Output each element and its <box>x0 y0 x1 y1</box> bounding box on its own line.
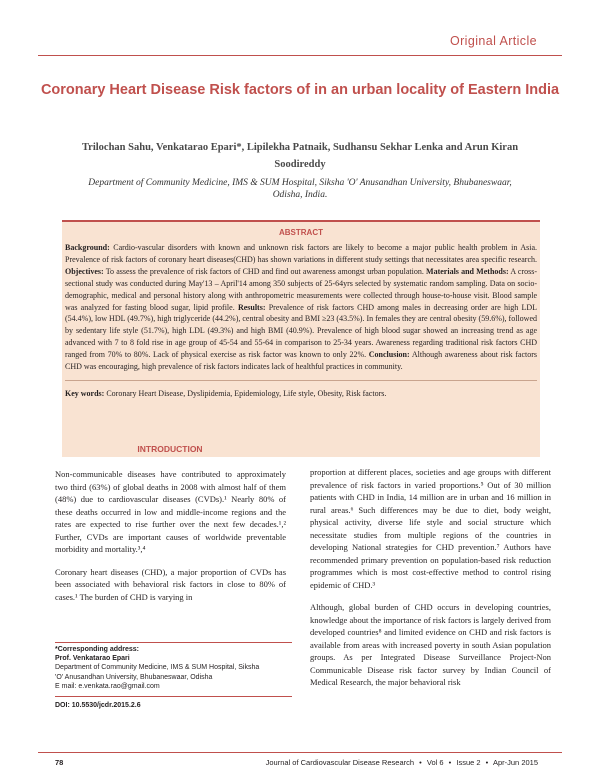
journal-name: Journal of Cardiovascular Disease Research <box>265 758 415 767</box>
abstract-heading: ABSTRACT <box>279 228 323 237</box>
conclusion-label: Conclusion: <box>368 350 410 360</box>
keywords-label: Key words: <box>65 388 105 398</box>
journal-volume: Vol 6 <box>426 758 444 767</box>
correspondence-address-line: 'O' Anusandhan University, Bhubaneswaar, Odisha <box>55 673 213 681</box>
results-text: Prevalence of risk factors CHD among males in decreasing order are high LDL (54.4%), low HDL (49.7%), high triglyceride (44.2%), central obesity and BMI ≥23 (43.5%). In females they are central obesity (59.6%), followed by sedentary life style (51.7%), high LDL (49.3%) and high BMI (40.9%). Prevalence of high blood sugar showed an increasing trend as age advanced with 7 to 8 fold rise in age group of 45-54 and 55-64 in comparison to 25-34 years. Awareness regarding traditional risk factors CHD ranged from 70% to 80%. Lack of physical exercise as risk factor was known to only 22%. <box>65 302 538 360</box>
journal-issue: Issue 2 <box>456 758 481 767</box>
keywords <box>65 388 537 400</box>
page-number: 78 <box>55 758 64 767</box>
introduction-heading: INTRODUCTION <box>137 444 203 454</box>
journal-date: Apr-Jun 2015 <box>492 758 538 767</box>
correspondence-email: E mail: e.venkata.rao@gmail.com <box>55 682 160 690</box>
abstract-box <box>62 220 540 457</box>
intro-paragraph: Coronary heart diseases (CHD), a major proportion of CVDs has been associated with behavioral risk factors in close to 80% of cases.¹ The burden of CHD is varying in <box>55 566 286 602</box>
intro-paragraph: Non-communicable diseases have contributed to approximately two third (63%) of global deaths in 2008 with almost half of them (48%) due to cardiovascular diseases (CVDs).¹ Nearly 80% of these deaths occurred in low and middle-income regions and the rates are expected to rise further over the next few decades.¹,² Further, CVDs are important causes of worldwide preventable morbidity and mortality.³,⁴ <box>55 469 286 554</box>
correspondence-name: Prof. Venkatarao Epari <box>55 655 130 663</box>
header-rule <box>38 55 562 56</box>
correspondence-heading: *Corresponding address: <box>55 646 140 653</box>
background-label: Background: <box>65 243 110 252</box>
keywords-text: Coronary Heart Disease, Dyslipidemia, Epidemiology, Life style, Obesity, Risk factors. <box>106 388 387 398</box>
doi-label: DOI: 10.5530/jcdr.2015.2.6 <box>55 696 292 710</box>
methods-text: A cross-sectional study was conducted during May'13 – April'14 among 350 subjects of 25-64yrs selected by systematic random sampling. Data on socio-demographic, medical and personal history along with anthropometric measurements were collected through house-to-house visit. Blood sample was analyzed for fasting blood sugar, lipid profile. <box>65 266 538 312</box>
intro-paragraph: Although, global burden of CHD occurs in developing countries, knowledge about the importance of risk factors is largely derived from developed countries⁸ and limited evidence on CHD and risk factors is available from areas with increased poverty in south Asian population groups. As per Integrated Disease Surveillance Project-Non Communicable Disease risk factor survey by Indian Council of Medical Research, the major behavioral risk <box>310 602 551 687</box>
right-column <box>310 466 551 699</box>
article-type-label: Original Article <box>450 34 537 48</box>
paper-title: Coronary Heart Disease Risk factors of in an urban locality of Eastern India <box>40 82 560 98</box>
objectives-label: Objectives: <box>65 266 104 276</box>
left-column <box>55 468 286 613</box>
intro-paragraph: proportion at different places, societies and age groups with different prevalence of risk factors in varied proportions.⁵ Out of 30 million patients with CHD in India, 14 million are in urban and 16 million in rural areas.⁶ Such differences may be due to diet, body weight, physical activity, diverse life style and social structure which necessitate studies from multiple regions of the countries in developing National strategies for CHD prevention.⁷ Authors have recommended primary prevention on population-based risk reduction programmes which is most cost-effective method to control rising epidemic of CHD.³ <box>310 467 551 590</box>
methods-label: Materials and Methods: <box>426 266 509 276</box>
author-affiliation: Department of Community Medicine, IMS & SUM Hospital, Siksha 'O' Anusandhan University, Bhubaneswaar, Odisha, India. <box>88 178 512 200</box>
keywords-divider <box>65 380 537 381</box>
footer-rule <box>38 752 562 753</box>
correspondence-address-line: Department of Community Medicine, IMS & SUM Hospital, Siksha <box>55 664 260 672</box>
journal-footer: Journal of Cardiovascular Disease Research • Vol 6 • Issue 2 • Apr-Jun 2015 <box>265 758 538 767</box>
author-list: Trilochan Sahu, Venkatarao Epari*, Lipilekha Patnaik, Sudhansu Sekhar Lenka and Arun Kiran Soodireddy <box>81 142 519 170</box>
abstract-body <box>65 242 537 373</box>
background-text: Cardio-vascular disorders with known and unknown risk factors are likely to become a major public health problem in Asia. Prevalence of risk factors of coronary heart diseases(CHD) has shown variations in different study settings that necessitates area specific research. <box>65 243 538 264</box>
results-label: Results: <box>237 302 266 312</box>
correspondence-box <box>55 642 292 735</box>
objectives-text: To assess the prevalence of risk factors of CHD and find out awareness amongst urban population. <box>105 266 424 276</box>
conclusion-text: Although awareness about risk factors CHD was encouraging, high prevalence of risk factors indicates lack of healthful practices in community. <box>65 350 538 372</box>
